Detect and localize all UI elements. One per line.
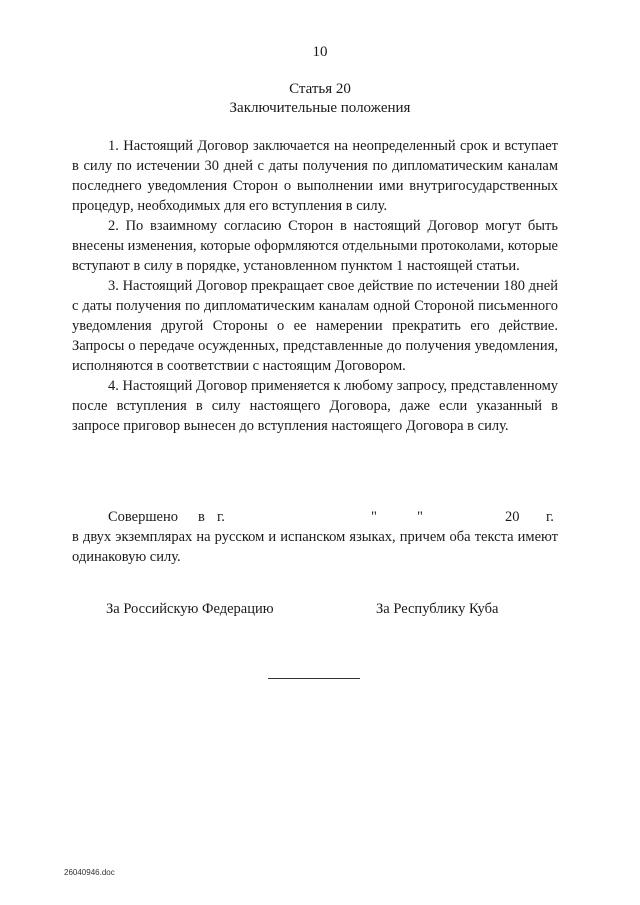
signing-city-abbr: г. [217, 509, 225, 525]
signing-done-word: Совершено [108, 509, 178, 525]
signing-date-line [72, 507, 558, 527]
signing-year-prefix: 20 [505, 509, 520, 525]
signature-cuba: За Республику Куба [376, 601, 499, 617]
paragraph-2: 2. По взаимному согласию Сторон в настоящий Договор могут быть внесены изменения, которые оформляются отдельными протоколами, которые вступают в силу в порядке, установленном пунктом 1 настоящей статьи. [72, 218, 558, 274]
page-number: 10 [312, 44, 328, 60]
signing-clause [72, 507, 558, 567]
paragraph-1: 1. Настоящий Договор заключается на неопределенный срок и вступает в силу по истечении 30 дней с даты получения по дипломатическим каналам последнего уведомления Сторон о выполнении ими внутригосударственных процедур, необходимых для его вступления в силу. [72, 138, 558, 214]
signature-russia: За Российскую Федерацию [106, 601, 274, 617]
article-heading [0, 80, 640, 118]
article-body [72, 136, 558, 436]
document-code: 26040946.doc [64, 868, 115, 877]
signing-quote-open: " [371, 509, 377, 525]
signing-in-word: в [198, 509, 205, 525]
signing-quote-close: " [417, 509, 423, 525]
paragraph-4: 4. Настоящий Договор применяется к любому запросу, представленному после вступления в силу настоящего Договора, даже если указанный в запросе приговор вынесен до вступления настоящего Договора в силу. [72, 378, 558, 434]
signing-year-abbr: г. [546, 509, 554, 525]
article-number: Статья 20 [289, 81, 351, 97]
end-divider [268, 678, 360, 679]
signing-rest: в двух экземплярах на русском и испанском языках, причем оба текста имеют одинаковую силу. [72, 529, 558, 565]
article-title: Заключительные положения [229, 100, 411, 116]
paragraph-3: 3. Настоящий Договор прекращает свое действие по истечении 180 дней с даты получения по дипломатическим каналам одной Стороной письменного уведомления другой Стороны о ее намерении прекратить его действие. Запросы о передаче осужденных, представленные до получения уведомления, исполняются в соответствии с настоящим Договором. [72, 278, 558, 374]
